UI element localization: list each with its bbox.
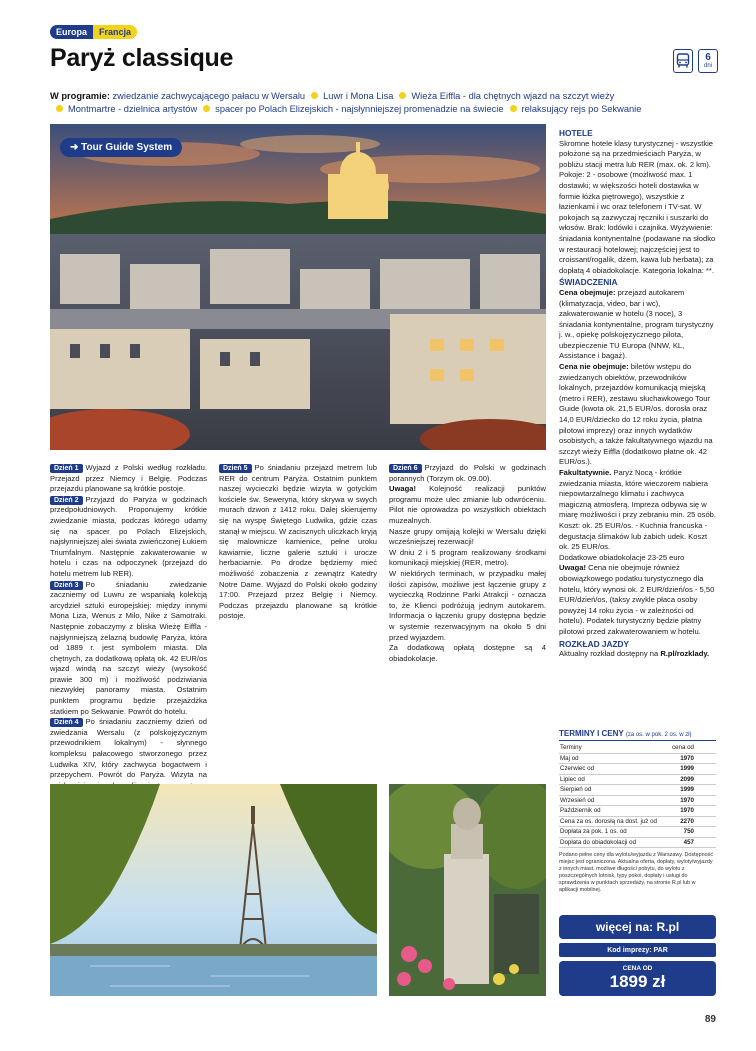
days-count: 6	[705, 52, 711, 63]
day-badge: Dzień 2	[50, 496, 83, 505]
table-row	[559, 816, 716, 827]
table-row	[559, 785, 716, 796]
program-item: Wieża Eiffla - dla chętnych wjazd na szczyt wieży	[411, 91, 615, 101]
program-item: spacer po Polach Elizejskich - najsłynniejszej promenadzie na świecie	[215, 104, 504, 114]
photo-eiffel-tower	[50, 784, 377, 996]
bullet-dot-icon	[311, 92, 318, 99]
days-label: dni	[703, 63, 712, 69]
optional-label: Fakultatywnie.	[559, 468, 612, 477]
bullet-dot-icon	[510, 105, 517, 112]
schedule-link[interactable]: R.pl/rozklady.	[660, 649, 710, 659]
table-cell: Lipiec od	[559, 774, 666, 785]
page-title: Paryż classique	[50, 44, 234, 72]
note-label: Uwaga!	[389, 484, 417, 494]
table-cell: Dopłata do obiadokolacji od	[559, 837, 666, 848]
table-cell: 1999	[666, 764, 716, 775]
table-cell: 2270	[666, 816, 716, 827]
hotel-text: Skromne hotele klasy turystycznej - wszystkie położone są na przedmieściach Paryża, w pobliżu stacji metra lub RER (max. ok. 2 km). Pokoje: 2 - osobowe (możliwość max. 1 dostawki; w większości hoteli dostawka w formie łóżka piętrowego), wszystkie z łazienkami i wc oraz telefonem i TV-sat. W pokojach są zazwyczaj ręczniki i suszarki do włosów. Brak: lodówki i czajnika. Wyżywienie: śniadania kontynentalne (podawane na słodko w restauracji hotelowej; najczęściej jest to croissant/rogalik, dżem, kawa lub herbata); za dopłatą 4 obiadokolacje. Kategoria lokalna: **.	[559, 138, 716, 275]
day-text: Przyjazd do Paryża w godzinach przedpołudniowych. Proponujemy krótkie zwiedzanie miasta, podczas którego udamy się na spacer po Polach Elizejskich, najsłynniejszej alei świata zwieńczonej Łukiem Triumfalnym. Następnie zakwaterowanie w hotelu i czas na odpoczynek (przejazd do hotelu metrem lub RER).	[50, 494, 207, 578]
note-text: Nasze grupy omijają kolejki w Wersalu dzięki wcześniejszej rezerwacji!	[389, 526, 546, 547]
prices-heading	[559, 729, 716, 741]
prices-title: TERMINY I CENY	[559, 729, 624, 738]
table-cell: Maj od	[559, 753, 666, 764]
tag-francja: Francja	[93, 25, 137, 39]
program-item: zwiedzanie zachwycającego pałacu w Wersalu	[112, 91, 306, 101]
table-cell: 1970	[666, 806, 716, 817]
table-row	[559, 806, 716, 817]
day-badge: Dzień 5	[219, 464, 252, 473]
price-box	[559, 961, 716, 996]
prices-table-section	[559, 729, 716, 894]
tour-guide-system-badge: ➜ Tour Guide System	[60, 138, 182, 157]
table-cell: 1970	[666, 795, 716, 806]
price-value: 1899 zł	[609, 972, 666, 991]
note-text: W niektórych terminach, w przypadku małej ilości zapisów, możliwe jest łączenie grupy z wycieczką Rodzinne Parki Atrakcji - oznacza to, że Klienci podróżują jednym autokarem. Informacja o łączeniu grupy dostępna będzie w systemie rezerwacyjnym na około 5 dni przed wyjazdem.	[389, 568, 546, 642]
itinerary-column-2	[219, 463, 377, 622]
prices-subtitle: (za os. w pok. 2 os. w zł)	[625, 732, 692, 738]
table-cell: Wrzesień od	[559, 795, 666, 806]
table-header-row	[559, 743, 716, 753]
table-row	[559, 795, 716, 806]
section-heading: ROZKŁAD JAZDY	[559, 638, 630, 649]
bullet-dot-icon	[203, 105, 210, 112]
price-includes-text: przejazd autokarem (klimatyzacja, video, bar i wc), zakwaterowanie w hotelu (3 noce), 3 śniadania kontynentalne, program turystyczny j. w., opiekę polskojęzycznego pilota, ubezpieczenie TU Europa (NNW, KL, Assistance i bagaż).	[559, 287, 714, 361]
table-header: cena od	[666, 743, 716, 753]
table-cell: 750	[666, 827, 716, 838]
day-text: Po śniadaniu zwiedzanie zaczniemy od Luwru ze wspaniałą kolekcją arcydzieł sztuki europejskiej: między innymi Mona Liza, Wenus z Milo, Nike z Samotraki. Następnie zobaczymy z bliska Wieżę Eiffla - najsłynniejszą żelazną budowlę Paryża, która od 1889 r. jest symbolem miasta. Dla chętnych, za dodatkową opłatą ok. 42 EUR/os wjazd windą na szczyt wieży (wysokość prawie 300 m) i możliwość podziwiania niezwykłej panoramy miasta. Ostatnim punktem programu będzie przejażdżka statkiem po Sekwanie. Powrót do hotelu.	[50, 579, 207, 716]
bullet-dot-icon	[399, 92, 406, 99]
table-row	[559, 827, 716, 838]
table-row	[559, 837, 716, 848]
title-icons	[673, 49, 718, 73]
tag-europa: Europa	[50, 25, 93, 39]
table-cell: Październik od	[559, 806, 666, 817]
program-item: Luwr i Mona Lisa	[323, 91, 394, 101]
itinerary-column-3	[389, 463, 546, 664]
table-row	[559, 764, 716, 775]
program-item: relaksujący rejs po Sekwanie	[521, 104, 642, 114]
table-cell: Dopłata za pok. 1 os. od	[559, 827, 666, 838]
note-text: Za dodatkową opłatą dostępne są 4 obiadokolacje.	[389, 643, 546, 663]
note-text: W dniu 2 i 5 program realizowany środkami komunikacji miejskiej (RER, metro).	[389, 547, 546, 568]
optional-text: Paryż Nocą - krótkie zwiedzania miasta, które wieczorem nabiera niepowtarzalnego klimatu i zachwyca magiczną atmosferą. Impreza odbywa się w miarę możliwości i przy zebraniu min. 25 osób. Koszt: ok. 25 EUR/os. - Kuchnia francuska - degustacja ślimaków lub żabich udek. Koszt ok. 25 EUR/os.	[559, 468, 716, 552]
program-item: Montmartre - dzielnica artystów	[68, 104, 198, 114]
table-cell: 457	[666, 837, 716, 848]
day-text: Wyjazd z Polski według rozkładu. Przejazd przez Niemcy i Belgię. Podczas przejazdu planowane są krótkie postoje.	[50, 463, 207, 494]
price-excludes-label: Cena nie obejmuje:	[559, 362, 629, 372]
page-number: 89	[704, 1014, 716, 1025]
info-sidebar	[559, 127, 716, 660]
more-info-button[interactable]: więcej na: R.pl	[559, 915, 716, 939]
extra-dinners: Dodatkowe obiadokolacje 23-25 euro	[559, 552, 685, 562]
day-badge: Dzień 6	[389, 464, 422, 473]
prices-table	[559, 743, 716, 848]
price-includes-label: Cena obejmuje:	[559, 287, 616, 297]
warning-text: Cena nie obejmuje również obowiązkowego podatku turystycznego dla hotelu, który wynosi ok. 2 EUR/dzień/os - 5,50 EUR/dzień/os, (taksy zwykle płaca osoby powyżej 14 roku życia - w zależności od hotelu). Podatek turystyczny będzie płatny pilotowi przed zakwaterowaniem w hotelu.	[559, 563, 715, 636]
program-highlights	[50, 90, 715, 116]
day-text: Po śniadaniu zaczniemy dzień od zwiedzania Wersalu (z polskojęzycznym przewodnikiem lokalnym) - słynnego kompleksu pałacowego stworzonego przez Ludwika XIV, który zachwyca bogactwem i przepychem. Powrót do Paryża. Wizyta na	[50, 717, 207, 780]
day-badge: Dzień 4	[50, 718, 83, 727]
table-cell: 1999	[666, 785, 716, 796]
day-badge: Dzień 1	[50, 464, 83, 473]
table-cell: 2099	[666, 774, 716, 785]
tour-code: Kod imprezy: PAR	[559, 943, 716, 957]
table-cell: 1970	[666, 753, 716, 764]
table-row	[559, 753, 716, 764]
price-label: CENA OD	[622, 965, 653, 972]
day-badge: Dzień 3	[50, 581, 83, 590]
program-label: W programie:	[50, 91, 110, 101]
schedule-text: Aktualny rozkład dostępny na	[559, 649, 659, 659]
day-text: Przyjazd do Polski w godzinach porannych (Torzym ok. 09.00).	[389, 463, 546, 483]
warning-label: Uwaga!	[559, 563, 587, 573]
section-heading: HOTELE	[559, 128, 593, 138]
photo-cemetery-monument	[389, 784, 546, 996]
table-cell: Sierpień od	[559, 785, 666, 796]
note-text: Kolejność realizacji punktów programu może ulec zmianie lub odwróceniu. Pilot nie oprowadza po wszystkich obiektach muzealnych.	[389, 484, 546, 525]
destination-tags	[50, 25, 137, 39]
bus-icon	[673, 49, 693, 73]
days-count-icon	[698, 49, 718, 73]
prices-footnote: Podano pełne ceny dla wylotu/wyjazdu z Warszawy. Dostępność miejsc jest ograniczona. Aktualna oferta, dopłaty, wyloty/wyjazdy z innych miast, możliwe długości pobytu, do wylotu z poszczególnych lotnisk, typy pokoi, dopłaty i usługi do sprawdzenia w punktach sprzedaży, na stronie R.pl lub w aplikacji mobilnej.	[559, 852, 714, 893]
bullet-dot-icon	[56, 105, 63, 112]
table-row	[559, 774, 716, 785]
table-header: Terminy	[559, 743, 666, 753]
table-cell: Czerwiec od	[559, 764, 666, 775]
day-text: Po śniadaniu przejazd metrem lub RER do centrum Paryża. Ostatnim punktem naszej wycieczki będzie wizyta w gotyckim kościele św. Seweryna, który skrywa w swych murach dzwon z 1412 roku. Dalej skierujemy się na wyspę Świętego Ludwika, gdzie czas stanął w miejscu. W zacisznych uliczkach kryją się malownicze kamienice, pełne uroku kawiarnie, liczne galerie sztuki i urocze herbaciarnie. Po drodze będziemy mieć możliwość zobaczenia z zewnątrz Katedry Notre Dame. Wyjazd do Polski około godziny 17:00. Przejazd przez Belgię i Niemcy. Podczas przejazdu planowane są krótkie postoje.	[219, 463, 377, 621]
section-heading: ŚWIADCZENIA	[559, 277, 618, 288]
hero-photo-sacre-coeur	[50, 124, 546, 450]
table-cell: Cena za os. dorosłą na dost. już od	[559, 816, 666, 827]
price-excludes-text: biletów wstępu do zwiedzanych obiektów, przewodników lokalnych, przejazdów komunikacją miejską (metro i RER), zestawu słuchawkowego Tour Guide (kwota ok. 21,5 EUR/os. dorosła oraz 14,0 EUR/dziecko do 12 roku życia, płatna pilotowi imprezy) oraz innych wydatków osobistych, a także fakultatywnego wjazdu na szczyt wieży Eiffla (dodatkowo płatne ok. 42 EUR/os.).	[559, 362, 713, 467]
